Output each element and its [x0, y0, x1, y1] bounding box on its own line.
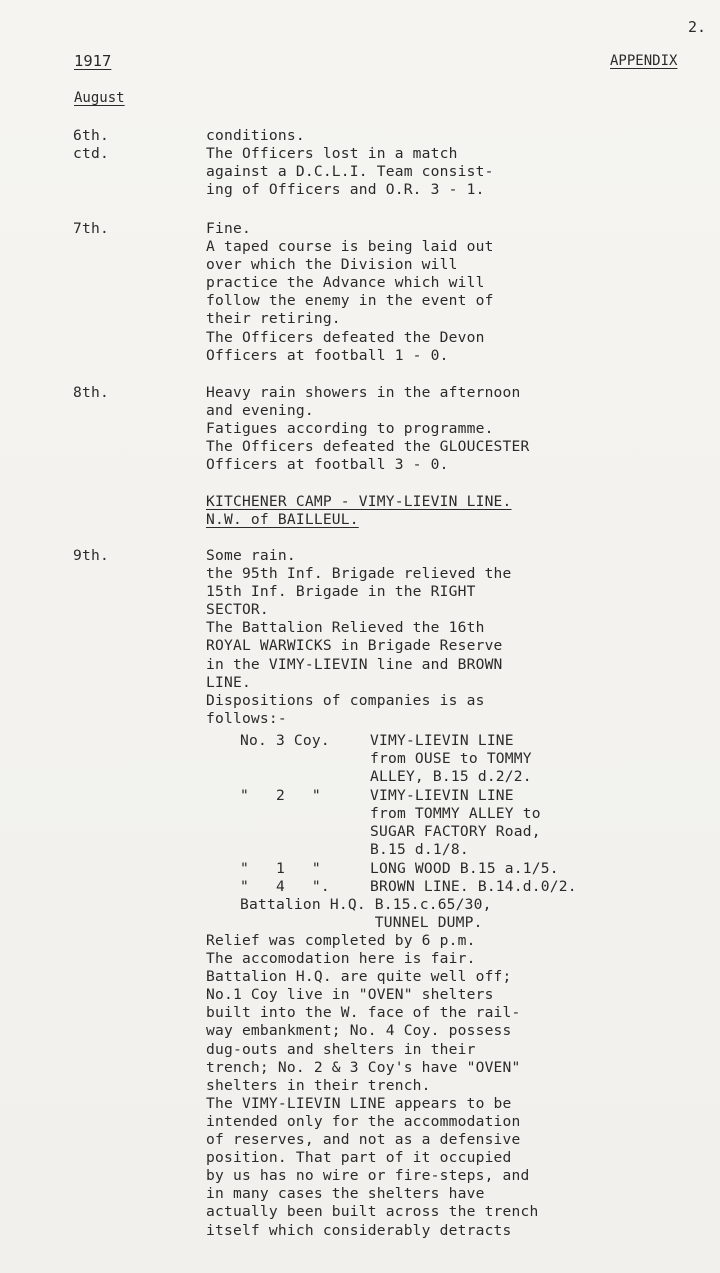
- entry-date-6th: 6th. ctd.: [73, 127, 109, 163]
- disposition-location: VIMY-LIEVIN LINE from OUSE to TOMMY ALLEY, B.15 d.2/2.: [370, 732, 532, 786]
- location-heading-line1: KITCHENER CAMP - VIMY-LIEVIN LINE.: [206, 493, 512, 510]
- appendix-label: APPENDIX: [610, 53, 678, 69]
- disposition-location: BROWN LINE. B.14.d.0/2.: [370, 878, 577, 895]
- entry-text-9th: Some rain. the 95th Inf. Brigade relieved the 15th Inf. Brigade in the RIGHT SECTOR. The Battalion Relieved the 16th ROYAL WARWICKS in Brigade Reserve in the VIMY-LIEVIN line and BROWN LINE. Dispositions of companies is as follows:-: [206, 547, 512, 727]
- disposition-label: " 1 ": [240, 860, 321, 877]
- entry-text-9th-continued: Relief was completed by 6 p.m. The accomodation here is fair. Battalion H.Q. are quite well off; No.1 Coy live in "OVEN" shelters built into the W. face of the rail- way embankment; No. 4 Coy. possess dug-outs and shelters in their trench; No. 2 & 3 Coy's have "OVEN" shelters in their trench. The VIMY-LIEVIN LINE appears to be intended only for the accommodation of reserves, and not as a defensive position. That part of it occupied by us has no wire or fire-steps, and in many cases the shelters have actually been built across the trench itself which considerably detracts: [206, 932, 539, 1239]
- entry-text-7th: Fine. A taped course is being laid out over which the Division will practice the Advance which will follow the enemy in the event of their retiring. The Officers defeated the Devon Officers at football 1 - 0.: [206, 220, 494, 364]
- entry-date-9th: 9th.: [73, 547, 109, 564]
- disposition-location: LONG WOOD B.15 a.1/5.: [370, 860, 559, 877]
- entry-date-7th: 7th.: [73, 220, 109, 237]
- month-heading: August: [74, 90, 125, 106]
- battalion-hq-line: Battalion H.Q. B.15.c.65/30, TUNNEL DUMP.: [240, 896, 492, 932]
- disposition-label: " 2 ": [240, 787, 321, 804]
- entry-text-6th: conditions. The Officers lost in a match against a D.C.L.I. Team consist- ing of Officers and O.R. 3 - 1.: [206, 127, 494, 199]
- disposition-label: No. 3 Coy.: [240, 732, 330, 749]
- entry-text-8th: Heavy rain showers in the afternoon and evening. Fatigues according to programme. The Officers defeated the GLOUCESTER Officers at football 3 - 0.: [206, 384, 530, 474]
- entry-date-8th: 8th.: [73, 384, 109, 401]
- page-number: 2.: [688, 18, 707, 36]
- disposition-label: " 4 ".: [240, 878, 330, 895]
- year-heading: 1917: [74, 52, 112, 70]
- location-heading-line2: N.W. of BAILLEUL.: [206, 511, 359, 528]
- disposition-location: VIMY-LIEVIN LINE from TOMMY ALLEY to SUGAR FACTORY Road, B.15 d.1/8.: [370, 787, 541, 859]
